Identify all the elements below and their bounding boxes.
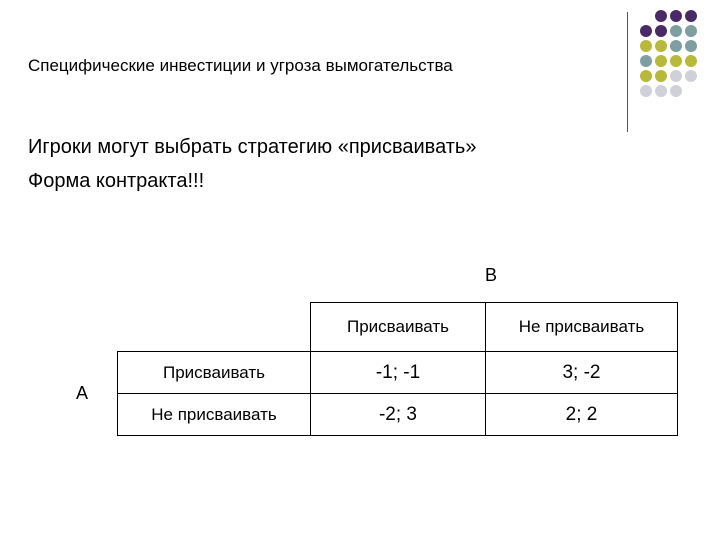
decorative-dot: [655, 55, 667, 67]
decorative-dot: [640, 85, 652, 97]
decorative-dot: [670, 25, 682, 37]
decorative-dot: [685, 25, 697, 37]
decorative-dot: [640, 55, 652, 67]
decorative-dot: [655, 40, 667, 52]
decorative-dot: [655, 85, 667, 97]
row-header-appropriate: Присваивать: [117, 351, 311, 394]
decorative-dot: [685, 55, 697, 67]
col-header-not-appropriate: Не присваивать: [485, 302, 678, 352]
payoff-cell: -2; 3: [310, 393, 486, 436]
decorative-dot: [640, 40, 652, 52]
decorative-dot: [655, 70, 667, 82]
decorative-dot: [685, 40, 697, 52]
decorative-dot-grid: [640, 10, 720, 120]
decorative-dot: [670, 55, 682, 67]
decorative-dot: [670, 85, 682, 97]
payoff-cell: 3; -2: [485, 351, 678, 394]
row-header-not-appropriate: Не присваивать: [117, 393, 311, 436]
decorative-dot: [685, 10, 697, 22]
decorative-dot: [670, 40, 682, 52]
decorative-dot: [655, 10, 667, 22]
page-title: Специфические инвестиции и угроза вымогательства: [28, 56, 453, 75]
decorative-dot: [670, 10, 682, 22]
body-line-contract: Форма контракта!!!: [28, 170, 205, 192]
vertical-divider: [627, 12, 628, 132]
player-a-label: А: [76, 383, 89, 403]
decorative-dot: [655, 25, 667, 37]
player-b-label: В: [485, 265, 498, 285]
body-line-strategy: Игроки могут выбрать стратегию «присваивать»: [28, 136, 477, 158]
payoff-cell: 2; 2: [485, 393, 678, 436]
decorative-dot: [640, 70, 652, 82]
payoff-cell: -1; -1: [310, 351, 486, 394]
col-header-appropriate: Присваивать: [310, 302, 486, 352]
decorative-dot: [685, 70, 697, 82]
decorative-dot: [640, 25, 652, 37]
decorative-dot: [670, 70, 682, 82]
